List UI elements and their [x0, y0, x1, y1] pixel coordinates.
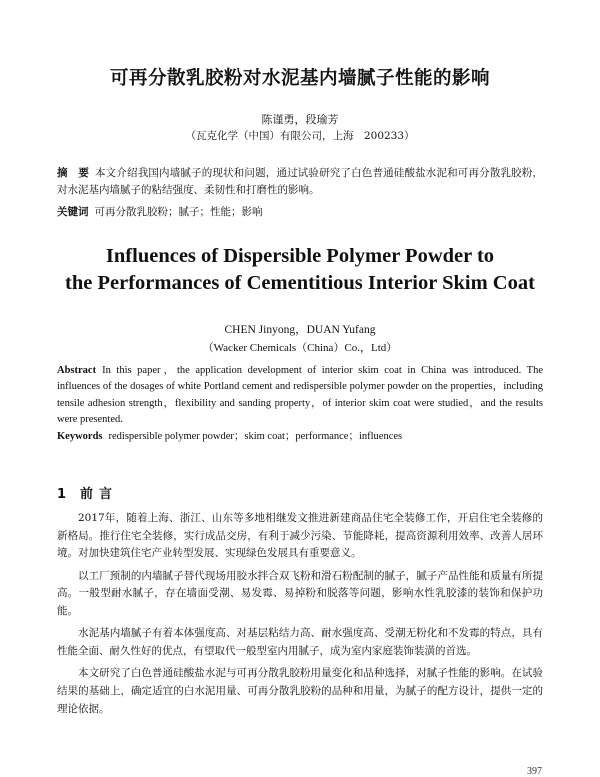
english-affiliation: （Wacker Chemicals（China）Co.，Ltd）: [202, 342, 398, 354]
english-title-line-1: Influences of Dispersible Polymer Powder to: [105, 245, 495, 267]
english-authors: CHEN Jinyong，DUAN Yufang: [224, 324, 376, 336]
english-keywords: [57, 429, 543, 445]
english-title-line-2: the Performances of Cementitious Interior Skim Coat: [65, 272, 535, 294]
body-paragraph: 水泥基内墙腻子有着本体强度高、对基层粘结力高、耐水强度高、受潮无粉化和不发霉的特点，具有性能全面、耐久性好的优点，有望取代一般型室内用腻子，成为室内家庭装饰装潢的首选。: [57, 627, 543, 657]
body-paragraph: 2017年，随着上海、浙江、山东等多地相继发文推进新建商品住宅全装修工作，开启住宅全装修的新格局。推行住宅全装修，实行成品交房，有利于减少污染、节能降耗，提高资源利用效率、改善人居环境。对加快建筑住宅产业转型发展、实现绿色发展具有重要意义。: [57, 512, 543, 560]
english-keywords-label: Keywords: [57, 431, 103, 442]
chinese-keywords-text: 可再分散乳胶粉；腻子；性能；影响: [94, 206, 263, 218]
page-number: 397: [527, 766, 542, 777]
chinese-keywords-label: 关键词: [57, 206, 89, 218]
chinese-abstract: [57, 165, 543, 198]
body-paragraph: 本文研究了白色普通硅酸盐水泥与可再分散乳胶粉用量变化和品种选择，对腻子性能的影响。在试验结果的基础上，确定适宜的白水泥用量、可再分散乳胶粉的品种和用量，为腻子的配方设计，提供一定的理论依据。: [57, 667, 543, 715]
english-abstract: [57, 363, 543, 428]
chinese-abstract-label: 摘 要: [57, 167, 90, 179]
body-paragraph: 以工厂预制的内墙腻子替代现场用胶水拌合双飞粉和滑石粉配制的腻子，腻子产品性能和质量有所提高。一般型耐水腻子，存在墙面受潮、易发霉、易掉粉和脱落等问题，影响水性乳胶漆的装饰和保护功能。: [57, 569, 543, 618]
section-1-title: 前言: [80, 487, 119, 502]
english-keywords-text: redispersible polymer powder；skim coat；performance；influences: [108, 431, 403, 442]
chinese-abstract-text: 本文介绍我国内墙腻子的现状和问题，通过试验研究了白色普通硅酸盐水泥和可再分散乳胶粉，对水泥基内墙腻子的粘结强度、柔韧性和打磨性的影响。: [57, 167, 544, 196]
section-1-body: [57, 510, 543, 723]
section-1-number: 1: [57, 487, 67, 502]
english-abstract-text: In this paper，the application development of interior skim coat in China was introduced. The influences of the dosages of white Portland cement and redispersible polymer powder on the properties，including tensile adhesion strength，flexibility and sanding property，of interior skim coat were studied，and the results were presented.: [57, 365, 543, 425]
english-title: [0, 243, 600, 297]
chinese-affiliation: （瓦克化学（中国）有限公司，上海 200233）: [185, 130, 415, 142]
chinese-authors: 陈谨勇，段瑜芳: [261, 113, 339, 126]
chinese-title: 可再分散乳胶粉对水泥基内墙腻子性能的影响: [109, 68, 490, 89]
section-1-heading: [57, 483, 118, 502]
chinese-keywords: [57, 204, 543, 220]
english-abstract-label: Abstract: [57, 365, 97, 376]
